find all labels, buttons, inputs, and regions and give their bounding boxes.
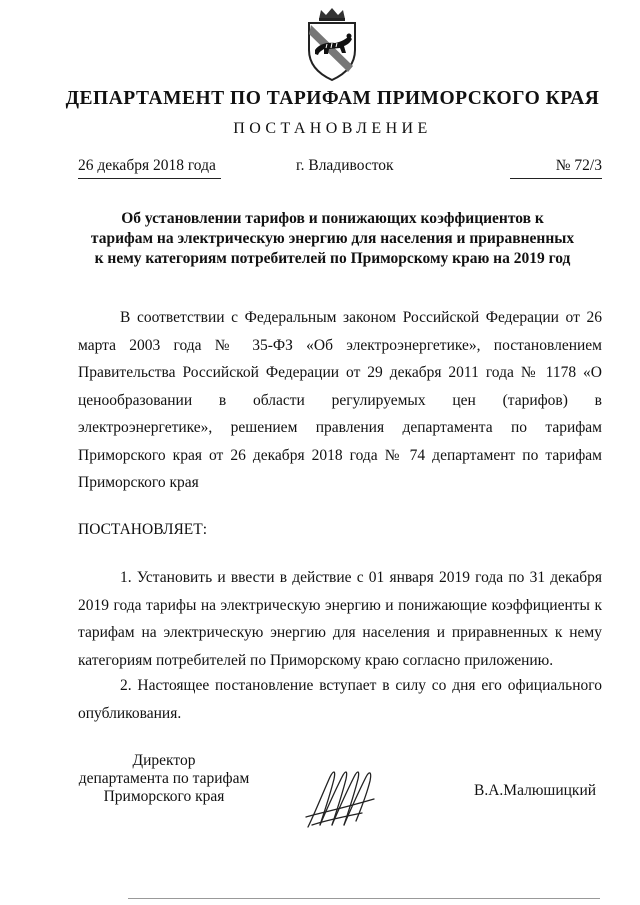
signatory-title-line-3: Приморского края xyxy=(103,788,225,805)
resolves-heading: ПОСТАНОВЛЯЕТ: xyxy=(78,521,208,538)
document-number: № 72/3 xyxy=(510,157,602,179)
signatory-title xyxy=(78,752,250,806)
document-date: 26 декабря 2018 года xyxy=(78,157,221,179)
resolution-item-2: 2. Настоящее постановление вступает в силу со дня его официального опубликования. xyxy=(78,677,602,722)
coat-of-arms-icon xyxy=(299,6,365,82)
signatory-title-line-2: департамента по тарифам xyxy=(78,770,250,787)
resolution-item-1: 1. Установить и ввести в действие с 01 января 2019 года по 31 декабря 2019 года тарифы на электрическую энергию и понижающие коэффициенты к тарифам на электрическую энергию для населения и приравненных к нему категориям потребителей по Приморскому краю согласно приложению. xyxy=(78,569,602,669)
preamble-paragraph: В соответствии с Федеральным законом Российской Федерации от 26 марта 2003 года № 35-ФЗ «Об электроэнергетике», постановлением Правительства Российской Федерации от 29 декабря 2011 года № 1178 «О ценообразовании в области регулируемых цен (тарифов) в электроэнергетике», решением правления департамента по тарифам Приморского края от 26 декабря 2018 года № 74 департамент по тарифам Приморского края xyxy=(78,309,602,491)
signatory-title-line-1: Директор xyxy=(132,752,196,769)
handwritten-signature xyxy=(300,755,380,835)
document-title: Об установлении тарифов и понижающих коэффициентов к тарифам на электрическую энергию для населения и приравненных к нему категориям потребителей по Приморскому краю на 2019 год xyxy=(90,210,575,267)
department-name: ДЕПАРТАМЕНТ ПО ТАРИФАМ ПРИМОРСКОГО КРАЯ xyxy=(65,88,600,109)
signatory-name: В.А.Малюшицкий xyxy=(474,782,597,799)
document-city: г. Владивосток xyxy=(296,157,394,174)
scan-edge-divider xyxy=(128,898,600,899)
document-type: ПОСТАНОВЛЕНИЕ xyxy=(233,120,432,137)
